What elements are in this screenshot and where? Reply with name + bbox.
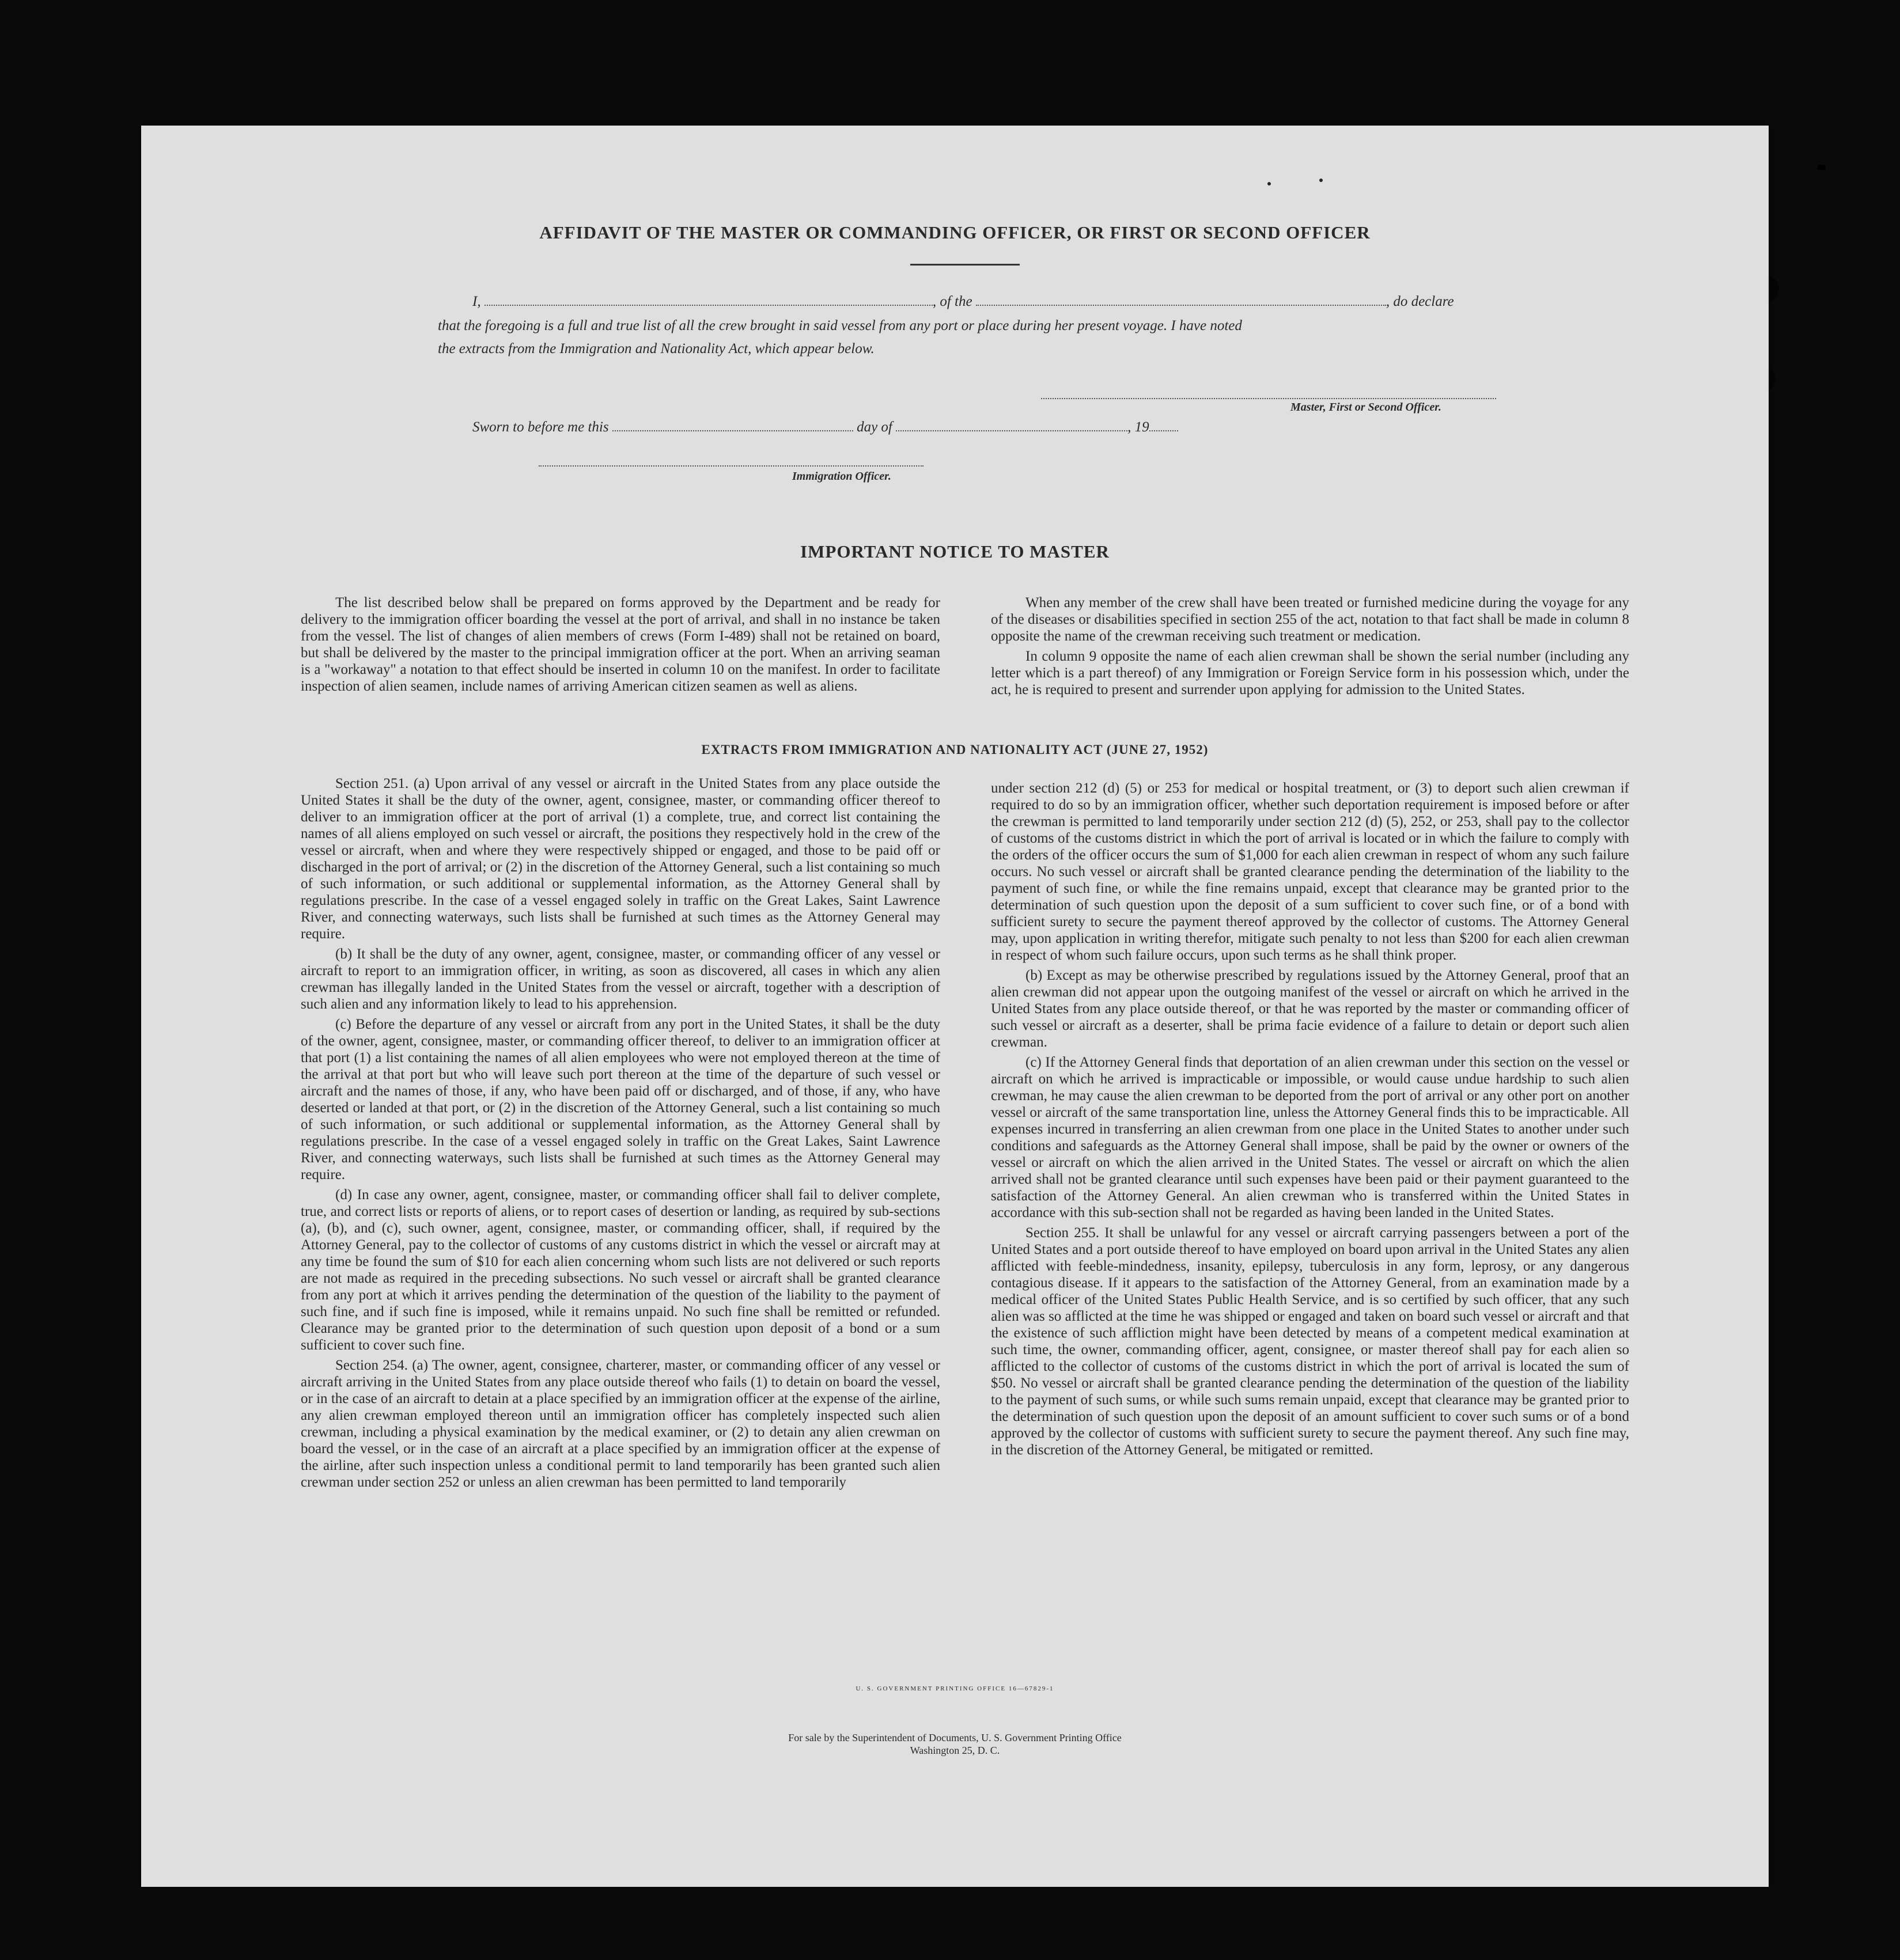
vessel-name-blank[interactable] bbox=[976, 294, 1386, 306]
extracts-right-column bbox=[991, 780, 1629, 1462]
statute-paragraph: Section 251. (a) Upon arrival of any vessel or aircraft in the United States from any place outside the United States it shall be the duty of the owner, agent, consignee, master, or commanding officer thereof to deliver to an immigration officer at the port of arrival (1) a complete, true, and correct list containing the names of all aliens employed on such vessel or aircraft, the positions they respectively hold in the crew of the vessel or aircraft, when and where they were respectively shipped or engaged, and those to be paid off or discharged in the port of arrival; or (2) in the discretion of the Attorney General, such a list containing so much of such information, or such additional or supplemental information, as the Attorney General shall by regulations prescribe. In the case of a vessel engaged solely in traffic on the Great Lakes, Saint Lawrence River, and connecting waterways, such lists shall be furnished at such times as the Attorney General may require. bbox=[301, 776, 940, 942]
sworn-line bbox=[472, 419, 1178, 435]
statute-paragraph: (d) In case any owner, agent, consignee, master, or commanding officer shall fail to deliver complete, true, and correct lists or reports of aliens, or to report cases of desertion or landing, as required by sub-sections (a), (b), and (c), such owner, agent, consignee, master, or commanding officer, shall, if required by the Attorney General, pay to the collector of customs of any customs district in which the vessel or aircraft may at any time be found the sum of $10 for each alien concerning whom such lists are not delivered or such reports are not made as required in the preceding subsections. No such vessel or aircraft shall be granted clearance from any port at which it arrives pending the determination of the question of the liability to the payment of such fine, and if such fine is imposed, while it remains unpaid. No such fine shall be remitted or refunded. Clearance may be granted prior to the determination of such question upon deposit of a bond or a sum sufficient to cover such fine. bbox=[301, 1187, 940, 1353]
declarant-name-blank[interactable] bbox=[485, 294, 933, 306]
immigration-officer-label: Immigration Officer. bbox=[792, 470, 891, 483]
sworn-day-blank[interactable] bbox=[612, 420, 853, 431]
statute-paragraph: Section 254. (a) The owner, agent, consignee, charterer, master, or commanding officer of any vessel or aircraft arriving in the United States from any place outside thereof who fails (1) to detain on board the vessel, or in the case of an aircraft to detain at a place specified by an immigration officer at the expense of the airline, any alien crewman employed thereon until an immigration officer has completely inspected such alien crewman, including a physical examination by the medical examiner, or (2) to detain any alien crewman on board the vessel, or in the case of an aircraft at a place specified by an immigration officer at the expense of the airline, after such inspection unless a conditional permit to land temporarily has been granted such alien crewman under section 252 or unless an alien crewman has been permitted to land temporarily bbox=[301, 1358, 940, 1490]
sworn-month-blank[interactable] bbox=[896, 420, 1127, 431]
ink-speck bbox=[1267, 182, 1271, 185]
declaration-text: the extracts from the Immigration and Nationality Act, which appear below. bbox=[438, 341, 875, 357]
of-the-label: , of the bbox=[932, 294, 972, 309]
statute-paragraph: under section 212 (d) (5) or 253 for medical or hospital treatment, or (3) to deport such alien crewman if required to do so by an immigration officer, whether such deportation requirement is imposed before or after the crewman is permitted to land temporarily under section 212 (d) (5), 252, or 253, shall pay to the collector of customs of the customs district in which the port of arrival is located or in which the failure to comply with the orders of the officer occurs the sum of $1,000 for each alien crewman in respect of whom any such failure occurs. No such vessel or aircraft shall be granted clearance pending the determination of the liability to the payment of such fine, or while the fine remains unpaid, except that clearance may be granted prior to the determination of such question upon the deposit of a sum sufficient to cover such fine, or of a bond with sufficient surety to secure the payment thereof approved by the collector of customs. The Attorney General may, upon application in writing therefor, mitigate such penalty to not less than $200 for each alien crewman in respect of whom such failure occurs, upon such terms as he shall think proper. bbox=[991, 780, 1629, 963]
ink-speck bbox=[1818, 165, 1826, 170]
sale-notice bbox=[141, 1731, 1769, 1757]
sworn-label: Sworn to before me this bbox=[472, 419, 609, 435]
sale-notice-line: For sale by the Superintendent of Documents, U. S. Government Printing Office bbox=[788, 1732, 1122, 1743]
master-signature-label: Master, First or Second Officer. bbox=[1290, 401, 1441, 414]
statute-paragraph: Section 255. It shall be unlawful for any vessel or aircraft carrying passengers between a port of the United States and a port outside thereof to have employed on board upon arrival in the United States any alien afflicted with feeble-mindedness, insanity, epilepsy, tuberculosis in any form, leprosy, or any dangerous contagious disease. If it appears to the satisfaction of the Attorney General, from an examination made by a medical officer of the United States Public Health Service, and is so certified by such officer, that any such alien was so afflicted at the time he was shipped or engaged and taken on board such vessel or aircraft and that the existence of such affliction might have been detected by means of a competent medical examination at such time, the owner, commanding officer, agent, consignee, or master thereof shall pay for each alien so afflicted to the collector of customs of the customs district in which the port of arrival is located the sum of $50. No vessel or aircraft shall be granted clearance pending the determination of the question of the liability to the payment of such sums, or while such sums remain unpaid, except that clearance may be granted prior to the determination of such question upon the deposit of an amount sufficient to cover such sums or of a bond approved by the collector of customs with sufficient surety to secure the payment thereof. Any such fine may, in the discretion of the Attorney General, be mitigated or remitted. bbox=[991, 1225, 1629, 1458]
extracts-title: EXTRACTS FROM IMMIGRATION AND NATIONALITY ACT (JUNE 27, 1952) bbox=[701, 742, 1209, 757]
declaration-line bbox=[472, 294, 1454, 310]
statute-paragraph: (b) Except as may be otherwise prescribed by regulations issued by the Attorney General, proof that an alien crewman did not appear upon the outgoing manifest of the vessel or aircraft on which he arrived in the United States from any place outside thereof, or that he was reported by the master or commanding officer of such vessel or aircraft as a deserter, shall be prima facie evidence of a failure to detain or deport such alien crewman. bbox=[991, 968, 1629, 1050]
statute-paragraph: (c) Before the departure of any vessel or aircraft from any port in the United States, it shall be the duty of the owner, agent, consignee, master, or commanding officer thereof, to deliver to an immigration officer at that port (1) a list containing the names of all alien employees who were not employed thereon at the time of the arrival at that port but who will leave such port thereon at the time of the departure of such vessel or aircraft and the names of those, if any, who have been paid off or discharged, and of those, if any, who have deserted or landed at that port, or (2) in the discretion of the Attorney General, such a list containing so much of such information, or such additional or supplemental information, as the Attorney General shall by regulations prescribe. In the case of a vessel engaged solely in traffic on the Great Lakes, Saint Lawrence River, and connecting waterways, such lists shall be furnished at such times as the Attorney General may require. bbox=[301, 1017, 940, 1182]
immigration-officer-signature-line[interactable] bbox=[539, 465, 923, 467]
declaration-text: that the foregoing is a full and true list of all the crew brought in said vessel from any port or place during her present voyage. I have noted bbox=[438, 318, 1242, 333]
printer-imprint: U. S. GOVERNMENT PRINTING OFFICE 16—67829-1 bbox=[856, 1685, 1054, 1692]
declare-label: , do declare bbox=[1386, 294, 1454, 309]
sworn-year-blank[interactable] bbox=[1149, 420, 1178, 431]
extracts-left-column bbox=[301, 775, 940, 1494]
notice-left-column bbox=[301, 594, 940, 698]
notice-right-column bbox=[991, 594, 1629, 702]
statute-paragraph: (b) It shall be the duty of any owner, agent, consignee, master, or commanding officer of any vessel or aircraft to report to an immigration officer, in writing, as soon as discovered, all cases in which any alien crewman has illegally landed in the United States from the vessel or aircraft, together with a description of such alien and any information likely to lead to his apprehension. bbox=[301, 946, 940, 1012]
statute-paragraph: (c) If the Attorney General finds that deportation of an alien crewman under this section on the vessel or aircraft on which he arrived is impracticable or impossible, or would cause undue hardship to such alien crewman, he may cause the alien crewman to be deported from the port of arrival or any other port on another vessel or aircraft of the same transportation line, unless the Attorney General finds this to be impracticable. All expenses incurred in transferring an alien crewman from one place in the United States to another under such conditions and safeguards as the Attorney General shall impose, shall be paid by the owner or owners of the vessel or aircraft on which the alien arrived in the United States. The vessel or aircraft on which the alien arrived shall not be granted clearance until such expenses have been paid or their payment guaranteed to the satisfaction of the Attorney General. An alien crewman who is transferred within the United States in accordance with this sub-section shall not be regarded as having been landed in the United States. bbox=[991, 1055, 1629, 1220]
title-underline bbox=[910, 264, 1020, 266]
document-sheet bbox=[141, 126, 1769, 1887]
affidavit-title: AFFIDAVIT OF THE MASTER OR COMMANDING OFFICER, OR FIRST OR SECOND OFFICER bbox=[539, 222, 1371, 242]
notice-paragraph: In column 9 opposite the name of each alien crewman shall be shown the serial number (including any letter which is a part thereof) of any Immigration or Foreign Service form in his possession which, under the act, he is required to present and surrender upon applying for admission to the United States. bbox=[991, 649, 1629, 697]
notice-title: IMPORTANT NOTICE TO MASTER bbox=[800, 541, 1110, 562]
notice-paragraph: The list described below shall be prepared on forms approved by the Department and be ready for delivery to the immigration officer boarding the vessel at the port of arrival, and shall in no instance be taken from the vessel. The list of changes of alien members of crews (Form I-489) shall not be retained on board, but shall be delivered by the master to the principal immigration officer at the port. When an arriving seaman is a "workaway" a notation to that effect should be inserted in column 10 on the manifest. In order to facilitate inspection of alien seamen, include names of arriving American citizen seamen as well as aliens. bbox=[301, 595, 940, 694]
day-of-label: day of bbox=[857, 419, 892, 435]
year-label: , 19 bbox=[1127, 419, 1149, 435]
ink-speck bbox=[1319, 179, 1323, 182]
sale-notice-line: Washington 25, D. C. bbox=[910, 1745, 1000, 1756]
declarant-prefix: I, bbox=[472, 294, 481, 309]
notice-paragraph: When any member of the crew shall have been treated or furnished medicine during the voyage for any of the diseases or disabilities specified in section 255 of the act, notation to that fact shall be made in column 8 opposite the name of the crewman receiving such treatment or medication. bbox=[991, 595, 1629, 644]
master-signature-line[interactable] bbox=[1041, 398, 1496, 399]
